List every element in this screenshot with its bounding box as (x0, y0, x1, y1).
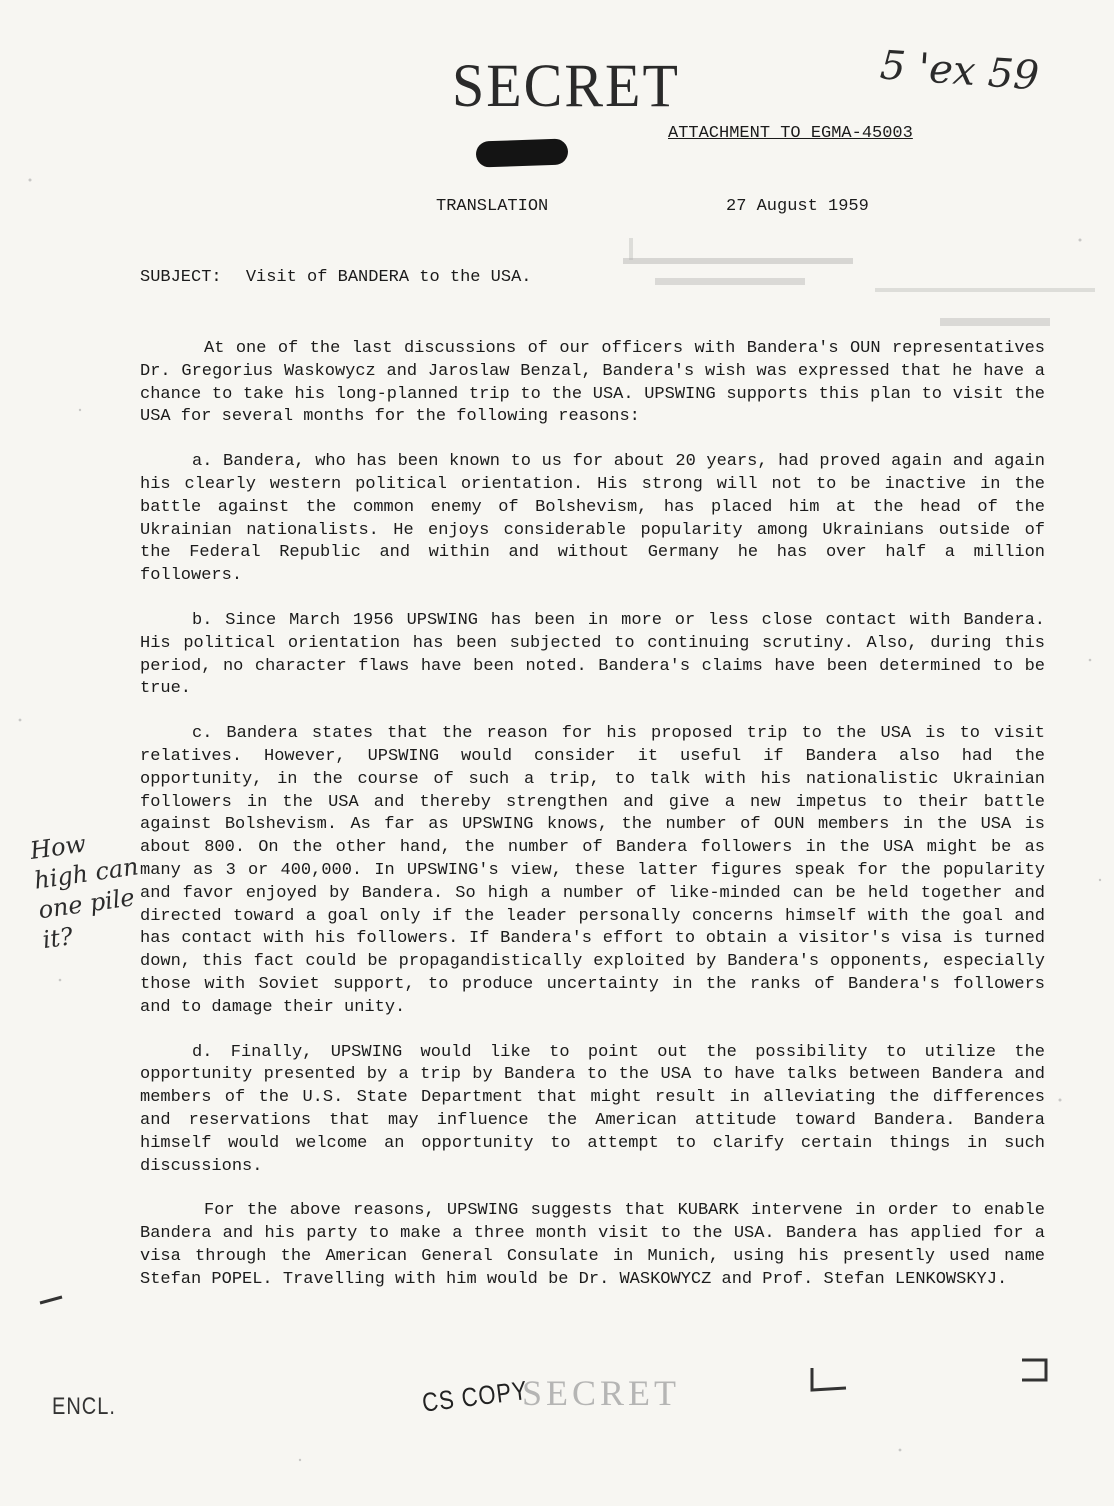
classification-footer: SECRET (522, 1373, 681, 1413)
document-type: TRANSLATION (436, 197, 549, 216)
paragraph-a: a. Bandera, who has been known to us for about 20 years, had proved again and again his clearly western political orientation. His strong will not to be inactive in the battle against the common enemy of Bolshevism, has placed him at the head of the Ukrainian nationalists. He enjoys considerable popularity among Ukrainians outside of the Federal Republic and within and without Germany he has over half a million followers. (140, 452, 1045, 586)
attachment-reference: ATTACHMENT TO EGMA-45003 (668, 124, 913, 143)
paragraph-intro: At one of the last discussions of our officers with Bandera's OUN representatives Dr. Gregorius Waskowycz and Jaroslaw Benzal, Bandera's wish was expressed that he have a chance to take his long-planned trip to the USA. UPSWING supports this plan to visit the USA for several months for the following reasons: (140, 339, 1045, 427)
bracket-mark-left (812, 1368, 846, 1390)
faded-stamp-smudge (615, 230, 1105, 340)
subject-label: SUBJECT: (140, 268, 222, 287)
paragraph-c: c. Bandera states that the reason for his proposed trip to the USA is to visit relatives. However, UPSWING would consider it useful if Bandera also had the opportunity, in the course of such a trip, to talk with his nationalistic Ukrainian followers in the USA and thereby strengthen and give a new impetus to their battle against Bolshevism. As far as UPSWING knows, the number of OUN members in the USA is about 800. On the other hand, the number of Bandera followers in the USA might be as many as 3 or 400,000. In UPSWING's view, these latter figures speak for the popularity and favor enjoyed by Bandera. So high a number of like-minded can be held together and directed toward a goal only if the leader personally concerns himself with the goal and has contact with his followers. If Bandera's effort to obtain a visitor's visa is turned down, this fact could be propagandistically exploited by Bandera's opponents, especially those with Soviet support, to produce uncertainty in the ranks of Bandera's followers and to damage their unity. (140, 724, 1045, 1017)
paragraph-d: d. Finally, UPSWING would like to point out the possibility to utilize the opportunity presented by a trip by Bandera to the USA to have talks between Bandera and members of the U.S. State Department that might result in alleviating the differences and reservations that may influence the American attitude toward Bandera. Bandera himself would welcome an opportunity to attempt to clarify certain things in such discussions. (140, 1042, 1045, 1176)
handwritten-margin-note: How high can one pile it? (28, 829, 141, 955)
enclosure-label: ENCL. (52, 1393, 116, 1421)
classification-header: SECRET (452, 51, 680, 120)
paragraph-b: b. Since March 1956 UPSWING has been in more or less close contact with Bandera. His political orientation has been subjected to continuing scrutiny. Also, during this period, no character flaws have been noted. Bandera's claims have been determined to be true. (140, 610, 1045, 699)
redaction-block (476, 138, 569, 167)
handwritten-document-number: 5 'ex 59 (878, 42, 1041, 100)
document-body (140, 338, 1045, 1291)
cs-copy-stamp: CS COPY (420, 1375, 530, 1418)
subject-line (140, 268, 531, 287)
subject-text: Visit of BANDERA to the USA. (245, 268, 532, 287)
bracket-mark-right (1022, 1360, 1046, 1380)
margin-tick-mark (40, 1297, 62, 1303)
document-date: 27 August 1959 (726, 197, 869, 216)
paragraph-closing: For the above reasons, UPSWING suggests that KUBARK intervene in order to enable Bandera and his party to make a three month visit to the USA. Bandera has applied for a visa through the American General Consulate in Munich, using his presently used name Stefan POPEL. Travelling with him would be Dr. WASKOWYCZ and Prof. Stefan LENKOWSKYJ. (140, 1201, 1045, 1289)
